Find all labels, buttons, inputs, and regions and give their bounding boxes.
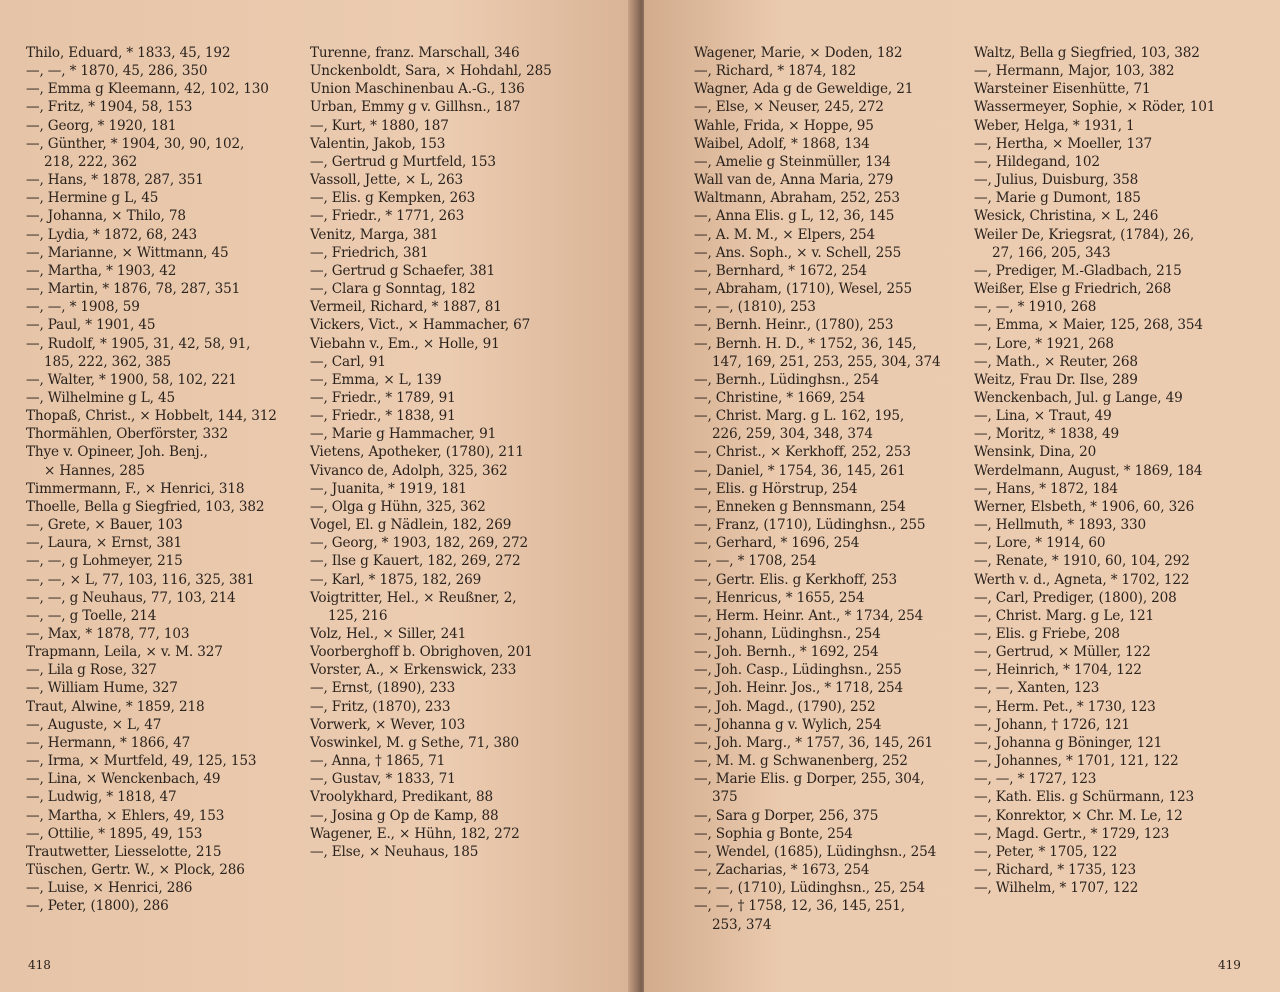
index-entry: —, Hermann, * 1866, 47 [26, 734, 191, 751]
index-entry: Wensink, Dina, 20 [974, 444, 1097, 461]
index-entry: —, Ottilie, * 1895, 49, 153 [26, 825, 203, 842]
index-entry: —, Joh. Bernh., * 1692, 254 [694, 644, 879, 661]
index-entry: —, —, (1810), 253 [694, 299, 816, 316]
index-entry: —, Georg, * 1903, 182, 269, 272 [310, 535, 528, 552]
index-entry: —, Carl, 91 [310, 353, 386, 370]
index-entry: 125, 216 [328, 607, 388, 624]
index-entry: Voorberghoff b. Obrighoven, 201 [310, 644, 533, 661]
index-entry: Thormählen, Oberförster, 332 [26, 426, 229, 443]
index-entry: —, M. M. g Schwanenberg, 252 [694, 753, 908, 770]
index-entry: —, Wilhelmine g L, 45 [26, 389, 176, 406]
index-entry: —, Ans. Soph., × v. Schell, 255 [694, 244, 902, 261]
index-entry: —, —, (1710), Lüdinghsn., 25, 254 [694, 880, 925, 897]
index-entry: Traut, Alwine, * 1859, 218 [26, 698, 205, 715]
index-entry: Vermeil, Richard, * 1887, 81 [310, 299, 502, 316]
index-entry: —, Lore, * 1914, 60 [974, 535, 1106, 552]
index-entry: Tüschen, Gertr. W., × Plock, 286 [26, 862, 245, 879]
index-entry: —, Gertrud g Schaefer, 381 [310, 262, 495, 279]
index-entry: —, Johanna g Böninger, 121 [974, 734, 1163, 751]
index-entry: —, Marie Elis. g Dorper, 255, 304, [694, 771, 925, 788]
index-entry: —, Luise, × Henrici, 286 [26, 880, 193, 897]
index-entry: —, Johann, Lüdinghsn., 254 [694, 626, 881, 642]
index-entry: —, Walter, * 1900, 58, 102, 221 [26, 371, 237, 388]
index-entry: —, Gerhard, * 1696, 254 [694, 535, 860, 552]
index-entry: Weber, Helga, * 1931, 1 [974, 117, 1135, 134]
index-entry: —, Christ. Marg. g L. 162, 195, [694, 408, 905, 425]
index-entry: —, Ernst, (1890), 233 [310, 680, 456, 697]
index-entry: —, —, * 1910, 268 [974, 299, 1097, 316]
index-entry: —, Lina, × Traut, 49 [974, 408, 1112, 425]
index-entry: —, Marianne, × Wittmann, 45 [26, 244, 229, 261]
index-entry: —, Peter, (1800), 286 [26, 898, 169, 915]
index-entry: —, Rudolf, * 1905, 31, 42, 58, 91, [26, 335, 251, 352]
index-entry: —, Enneken g Bennsmann, 254 [694, 498, 906, 515]
index-entry: Wagener, Marie, × Doden, 182 [694, 45, 903, 61]
index-entry: —, Hans, * 1878, 287, 351 [26, 172, 204, 189]
index-entry: —, Richard, * 1874, 182 [694, 63, 856, 80]
index-entry: Wesick, Christina, × L, 246 [974, 208, 1159, 225]
index-entry: —, Elis. g Kempken, 263 [310, 190, 476, 207]
index-entry: —, Gertr. Elis. g Kerkhoff, 253 [694, 571, 898, 588]
index-entry: —, Prediger, M.-Gladbach, 215 [974, 262, 1182, 279]
index-entry: —, Joh. Magd., (1790), 252 [694, 698, 876, 715]
index-entry: Wahle, Frida, × Hoppe, 95 [694, 117, 874, 134]
index-entry: Valentin, Jakob, 153 [310, 135, 446, 152]
index-entry: Vroolykhard, Predikant, 88 [310, 789, 493, 806]
index-entry: —, Franz, (1710), Lüdinghsn., 255 [694, 517, 926, 534]
index-entry: —, Johanna, × Thilo, 78 [26, 208, 186, 225]
index-entry: —, Renate, * 1910, 60, 104, 292 [974, 553, 1190, 570]
index-entry: —, —, * 1908, 59 [26, 299, 140, 316]
index-entry: —, Martha, * 1903, 42 [26, 262, 177, 279]
index-entry: —, Bernh. H. D., * 1752, 36, 145, [694, 335, 917, 352]
index-entry: —, Hellmuth, * 1893, 330 [974, 517, 1147, 534]
index-entry: Weitz, Frau Dr. Ilse, 289 [974, 371, 1138, 388]
index-entry: Weißer, Else g Friedrich, 268 [974, 281, 1172, 298]
index-entry: —, Emma, × Maier, 125, 268, 354 [974, 317, 1203, 334]
index-entry: —, Joh. Heinr. Jos., * 1718, 254 [694, 680, 903, 697]
index-entry: Wagener, E., × Hühn, 182, 272 [310, 825, 520, 842]
index-entry: —, Abraham, (1710), Wesel, 255 [694, 281, 912, 298]
index-entry: —, —, Xanten, 123 [974, 680, 1100, 697]
index-entry: —, Friedrich, 381 [310, 244, 429, 261]
index-entry: Wenckenbach, Jul. g Lange, 49 [974, 389, 1183, 406]
index-entry: —, A. M. M., × Elpers, 254 [694, 226, 876, 243]
index-entry: Warsteiner Eisenhütte, 71 [974, 81, 1151, 98]
index-entry: 253, 374 [712, 916, 772, 933]
index-entry: —, Amelie g Steinmüller, 134 [694, 153, 891, 170]
index-entry: —, Friedr., * 1789, 91 [310, 389, 456, 406]
index-entry: Thye v. Opineer, Joh. Benj., [26, 444, 208, 461]
index-entry: —, Marie g Hammacher, 91 [310, 426, 497, 443]
index-entry: Wassermeyer, Sophie, × Röder, 101 [974, 99, 1216, 116]
index-entry: Thilo, Eduard, * 1833, 45, 192 [26, 45, 231, 61]
index-entry: Volz, Hel., × Siller, 241 [310, 626, 467, 642]
index-entry: —, Lore, * 1921, 268 [974, 335, 1114, 352]
index-entry: —, Daniel, * 1754, 36, 145, 261 [694, 462, 906, 479]
index-entry: —, Julius, Duisburg, 358 [974, 172, 1139, 189]
index-entry: —, Martha, × Ehlers, 49, 153 [26, 807, 225, 824]
index-entry: —, Herm. Pet., * 1730, 123 [974, 698, 1156, 715]
index-entry: —, Irma, × Murtfeld, 49, 125, 153 [26, 753, 257, 770]
index-entry: —, William Hume, 327 [26, 680, 178, 697]
index-entry: —, Marie g Dumont, 185 [974, 190, 1141, 207]
index-entry: —, Juanita, * 1919, 181 [310, 480, 467, 497]
index-entry: Vorwerk, × Wever, 103 [310, 716, 466, 733]
index-entry: —, Kath. Elis. g Schürmann, 123 [974, 789, 1194, 806]
index-entry: Waltmann, Abraham, 252, 253 [694, 190, 900, 207]
index-column-4 [974, 44, 1242, 897]
right-page [644, 0, 1280, 992]
index-entry: —, Lina, × Wenckenbach, 49 [26, 771, 221, 788]
index-entry: —, Konrektor, × Chr. M. Le, 12 [974, 807, 1183, 824]
index-entry: Werner, Elsbeth, * 1906, 60, 326 [974, 498, 1195, 515]
index-entry: 27, 166, 205, 343 [992, 244, 1111, 261]
index-entry: —, Hermann, Major, 103, 382 [974, 63, 1175, 80]
index-entry: —, Johannes, * 1701, 121, 122 [974, 753, 1179, 770]
index-entry: —, Richard, * 1735, 123 [974, 862, 1136, 879]
index-entry: —, Math., × Reuter, 268 [974, 353, 1138, 370]
index-entry: —, Christ. Marg. g Le, 121 [974, 607, 1154, 624]
index-entry: Trapmann, Leila, × v. M. 327 [26, 644, 223, 661]
index-entry: —, Clara g Sonntag, 182 [310, 281, 476, 298]
index-entry: —, Olga g Hühn, 325, 362 [310, 498, 486, 515]
index-entry: —, Max, * 1878, 77, 103 [26, 626, 190, 642]
index-entry: —, Emma g Kleemann, 42, 102, 130 [26, 81, 269, 98]
index-entry: —, Zacharias, * 1673, 254 [694, 862, 870, 879]
index-entry: —, Grete, × Bauer, 103 [26, 517, 183, 534]
index-entry: Vietens, Apotheker, (1780), 211 [310, 444, 524, 461]
index-entry: Waltz, Bella g Siegfried, 103, 382 [974, 45, 1200, 61]
index-entry: —, Fritz, * 1904, 58, 153 [26, 99, 193, 116]
index-entry: Weiler De, Kriegsrat, (1784), 26, [974, 226, 1194, 243]
index-entry: Unckenboldt, Sara, × Hohdahl, 285 [310, 63, 552, 80]
index-entry: —, Elis. g Hörstrup, 254 [694, 480, 858, 497]
index-entry: Voigtritter, Hel., × Reußner, 2, [310, 589, 517, 606]
index-entry: —, Ludwig, * 1818, 47 [26, 789, 177, 806]
index-entry: —, Christ., × Kerkhoff, 252, 253 [694, 444, 911, 461]
index-entry: —, Friedr., * 1771, 263 [310, 208, 465, 225]
index-entry: —, Elis. g Friebe, 208 [974, 626, 1120, 642]
index-entry: —, Henricus, * 1655, 254 [694, 589, 865, 606]
index-entry: —, Christine, * 1669, 254 [694, 389, 866, 406]
index-entry: Vickers, Vict., × Hammacher, 67 [310, 317, 531, 334]
index-entry: Timmermann, F., × Henrici, 318 [26, 480, 245, 497]
index-entry: —, Friedr., * 1838, 91 [310, 408, 456, 425]
index-entry: —, Hans, * 1872, 184 [974, 480, 1118, 497]
index-entry: —, Moritz, * 1838, 49 [974, 426, 1119, 443]
index-entry: —, Josina g Op de Kamp, 88 [310, 807, 499, 824]
index-entry: Urban, Emmy g v. Gillhsn., 187 [310, 99, 521, 116]
index-entry: —, Georg, * 1920, 181 [26, 117, 177, 134]
index-entry: —, —, g Lohmeyer, 215 [26, 553, 183, 570]
index-entry: —, Karl, * 1875, 182, 269 [310, 571, 482, 588]
page-number-right: 419 [1218, 958, 1241, 972]
index-entry: —, Magd. Gertr., * 1729, 123 [974, 825, 1170, 842]
index-entry: —, Bernh., Lüdinghsn., 254 [694, 371, 880, 388]
index-entry: —, Peter, * 1705, 122 [974, 843, 1118, 860]
index-column-2 [310, 44, 578, 861]
index-entry: Turenne, franz. Marschall, 346 [310, 45, 520, 61]
index-entry: —, Hermine g L, 45 [26, 190, 159, 207]
index-entry: Trautwetter, Liesselotte, 215 [26, 843, 222, 860]
index-entry: —, Hildegand, 102 [974, 153, 1100, 170]
index-entry: —, Emma, × L, 139 [310, 371, 442, 388]
index-entry: —, —, g Toelle, 214 [26, 607, 157, 624]
index-entry: —, Lydia, * 1872, 68, 243 [26, 226, 197, 243]
index-entry: 218, 222, 362 [44, 153, 138, 170]
index-entry: —, Gustav, * 1833, 71 [310, 771, 456, 788]
index-column-3 [694, 44, 962, 934]
index-entry: Wall van de, Anna Maria, 279 [694, 172, 894, 189]
index-entry: —, Martin, * 1876, 78, 287, 351 [26, 281, 241, 298]
index-entry: Vorster, A., × Erkenswick, 233 [310, 662, 517, 679]
index-entry: Viebahn v., Em., × Holle, 91 [310, 335, 500, 352]
page-number-left: 418 [28, 958, 51, 972]
index-entry: —, Laura, × Ernst, 381 [26, 535, 182, 552]
index-entry: —, Gertrud g Murtfeld, 153 [310, 153, 496, 170]
index-entry: —, —, * 1708, 254 [694, 553, 817, 570]
index-entry: Thopaß, Christ., × Hobbelt, 144, 312 [26, 408, 277, 425]
index-entry: Thoelle, Bella g Siegfried, 103, 382 [26, 498, 265, 515]
index-entry: —, Joh. Marg., * 1757, 36, 145, 261 [694, 734, 934, 751]
index-entry: —, Kurt, * 1880, 187 [310, 117, 449, 134]
index-entry: —, Anna Elis. g L, 12, 36, 145 [694, 208, 895, 225]
index-entry: Vogel, El. g Nädlein, 182, 269 [310, 517, 512, 534]
index-entry: —, Lila g Rose, 327 [26, 662, 157, 679]
index-entry: 185, 222, 362, 385 [44, 353, 172, 370]
index-column-1 [26, 44, 294, 916]
index-entry: Vivanco de, Adolph, 325, 362 [310, 462, 508, 479]
index-entry: Voswinkel, M. g Sethe, 71, 380 [310, 734, 519, 751]
index-entry: —, Wilhelm, * 1707, 122 [974, 880, 1139, 897]
index-entry: Waibel, Adolf, * 1868, 134 [694, 135, 870, 152]
index-entry: —, Ilse g Kauert, 182, 269, 272 [310, 553, 521, 570]
index-entry: —, —, g Neuhaus, 77, 103, 214 [26, 589, 236, 606]
index-entry: —, —, * 1727, 123 [974, 771, 1097, 788]
index-entry: —, Paul, * 1901, 45 [26, 317, 156, 334]
index-entry: —, Joh. Casp., Lüdinghsn., 255 [694, 662, 902, 679]
left-page [0, 0, 636, 992]
index-entry: —, Sophia g Bonte, 254 [694, 825, 853, 842]
index-entry: —, Johann, † 1726, 121 [974, 716, 1130, 733]
index-entry: 375 [712, 789, 738, 806]
index-entry: 226, 259, 304, 348, 374 [712, 426, 873, 443]
index-entry: Union Maschinenbau A.-G., 136 [310, 81, 525, 98]
index-entry: —, Fritz, (1870), 233 [310, 698, 451, 715]
index-entry: —, Hertha, × Moeller, 137 [974, 135, 1153, 152]
index-entry: × Hannes, 285 [44, 462, 145, 479]
index-entry: —, Bernhard, * 1672, 254 [694, 262, 867, 279]
index-entry: —, Anna, † 1865, 71 [310, 753, 446, 770]
index-entry: Venitz, Marga, 381 [310, 226, 439, 243]
index-entry: Werdelmann, August, * 1869, 184 [974, 462, 1203, 479]
index-entry: —, —, * 1870, 45, 286, 350 [26, 63, 208, 80]
index-entry: —, Johanna g v. Wylich, 254 [694, 716, 882, 733]
index-entry: —, —, † 1758, 12, 36, 145, 251, [694, 898, 905, 915]
index-entry: Vassoll, Jette, × L, 263 [310, 172, 463, 189]
index-entry: —, —, × L, 77, 103, 116, 325, 381 [26, 571, 255, 588]
index-entry: —, Sara g Dorper, 256, 375 [694, 807, 879, 824]
index-entry: —, Gertrud, × Müller, 122 [974, 644, 1151, 661]
index-entry: —, Herm. Heinr. Ant., * 1734, 254 [694, 607, 924, 624]
index-entry: —, Günther, * 1904, 30, 90, 102, [26, 135, 245, 152]
index-entry: —, Else, × Neuhaus, 185 [310, 843, 479, 860]
index-entry: 147, 169, 251, 253, 255, 304, 374 [712, 353, 941, 370]
index-entry: Werth v. d., Agneta, * 1702, 122 [974, 571, 1190, 588]
index-entry: —, Auguste, × L, 47 [26, 716, 162, 733]
index-entry: Wagner, Ada g de Geweldige, 21 [694, 81, 914, 98]
index-entry: —, Heinrich, * 1704, 122 [974, 662, 1142, 679]
index-entry: —, Else, × Neuser, 245, 272 [694, 99, 884, 116]
index-entry: —, Bernh. Heinr., (1780), 253 [694, 317, 894, 334]
index-entry: —, Carl, Prediger, (1800), 208 [974, 589, 1177, 606]
index-entry: —, Wendel, (1685), Lüdinghsn., 254 [694, 843, 937, 860]
